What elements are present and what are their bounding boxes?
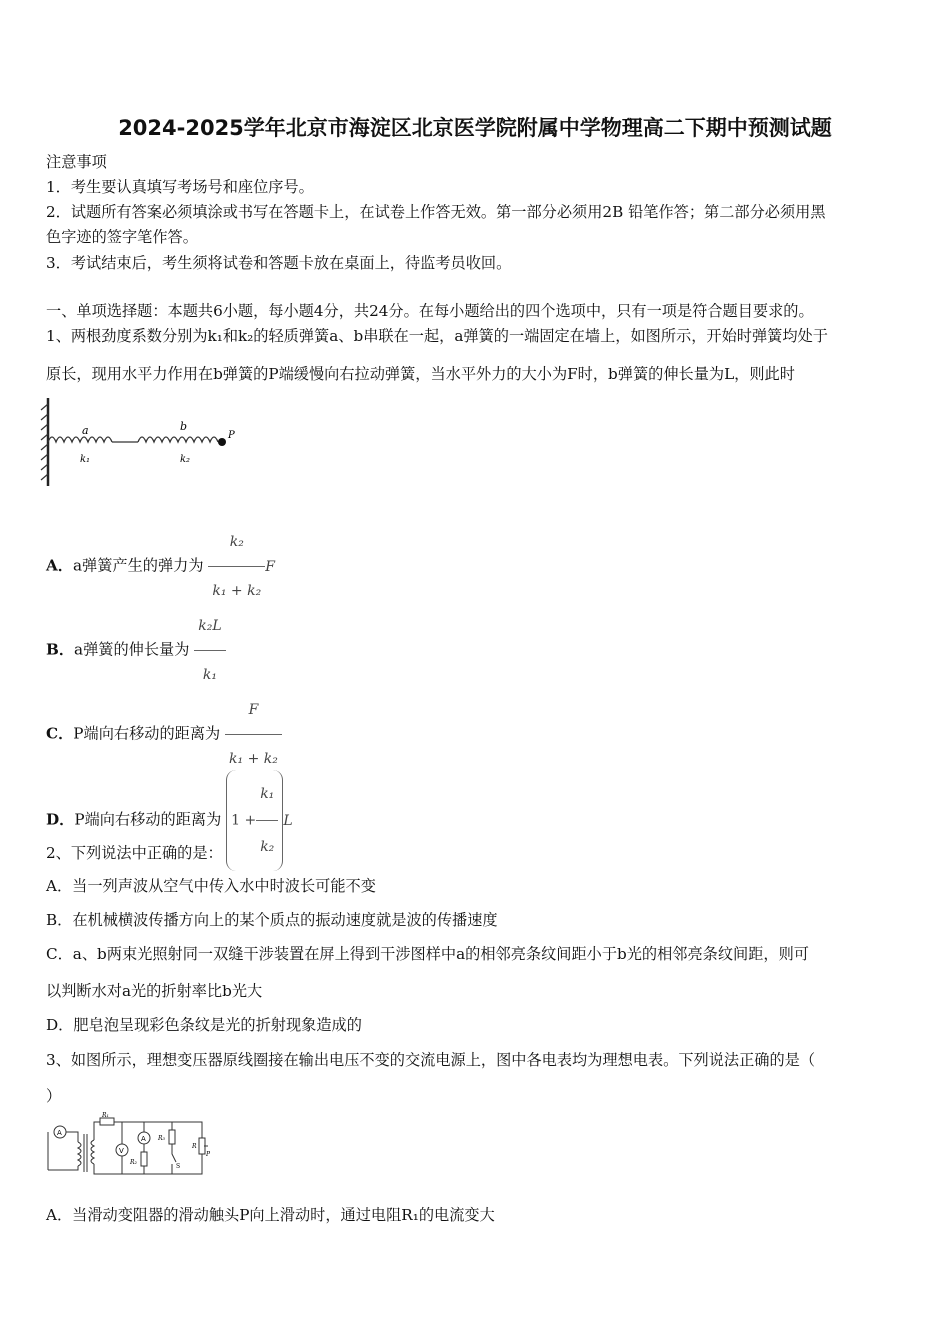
- label-ammeter-1: A: [57, 1129, 62, 1137]
- q2-stem: 2、下列说法中正确的是：: [46, 844, 223, 862]
- label-s: S: [176, 1163, 181, 1170]
- label-r: R: [192, 1143, 197, 1150]
- notice-item-2: 2．试题所有答案必须填涂或书写在答题卡上，在试卷上作答无效。第一部分必须用2B 铅笔作答；第二部分必须用黑: [46, 203, 826, 221]
- circuit-figure: [40, 1112, 212, 1178]
- label-k1: k₁: [80, 454, 91, 465]
- section-heading: 一、单项选择题：本题共6小题，每小题4分，共24分。在每小题给出的四个选项中，只有一项是符合题目要求的。: [46, 302, 814, 320]
- label-voltmeter: V: [119, 1147, 124, 1155]
- label-p: P: [228, 430, 235, 441]
- label-r3: R₃: [158, 1135, 165, 1142]
- q2-option-c-cont: 以判断水对a光的折射率比b光大: [46, 982, 263, 1000]
- label-p: P: [206, 1151, 211, 1158]
- label-ammeter-2: A: [141, 1135, 146, 1143]
- page-title: 2024-2025学年北京市海淀区北京医学院附属中学物理高二下期中预测试题: [118, 116, 832, 140]
- q2-option-b: B．在机械横波传播方向上的某个质点的振动速度就是波的传播速度: [46, 911, 498, 929]
- q2-option-c: C．a、b两束光照射同一双缝干涉装置在屏上得到干涉图样中a的相邻亮条纹间距小于b光的相邻亮条纹间距，则可: [46, 945, 809, 963]
- notice-item-2-cont: 色字迹的签字笔作答。: [46, 228, 198, 246]
- point-p: [218, 438, 226, 446]
- label-r1: R₁: [102, 1112, 109, 1119]
- q3-option-a: A．当滑动变阻器的滑动触头P向上滑动时，通过电阻R₁的电流变大: [46, 1206, 495, 1224]
- label-k2: k₂: [180, 454, 191, 465]
- q1-option-b: B．a弹簧的伸长量为 $\frac{\text{k₂L}}{\text{k₁}}$: [46, 604, 226, 697]
- spring-a: [48, 437, 112, 442]
- label-a: a: [82, 424, 89, 437]
- label-r2: R₂: [130, 1159, 137, 1166]
- label-b: b: [180, 420, 188, 433]
- fraction: $\frac{\text{k₂L}}{\text{k₁}}$: [194, 604, 225, 697]
- notice-heading: 注意事项: [46, 153, 107, 171]
- q3-stem-line2: ）: [46, 1087, 62, 1105]
- q1-option-a: A．a弹簧产生的弹力为 $\frac{\text{k₂}}{\text{k₁ + k₂}}$ F: [46, 520, 275, 613]
- notice-item-3: 3．考试结束后，考生须将试卷和答题卡放在桌面上，待监考员收回。: [46, 254, 512, 272]
- q1-stem-line1: 1、两根劲度系数分别为k₁和k₂的轻质弹簧a、b串联在一起，a弹簧的一端固定在墙上，如图所示，开始时弹簧均处于: [46, 327, 828, 345]
- q2-option-a: A．当一列声波从空气中传入水中时波长可能不变: [46, 877, 376, 895]
- q1-option-c: C．P端向右移动的距离为 $\frac{F}{\text{k₁ + k₂}}$: [46, 688, 282, 781]
- notice-item-1: 1．考生要认真填写考场号和座位序号。: [46, 178, 314, 196]
- parenthesis-group: 1 + $\frac{\text{k₁}}{\text{k₂}}$: [226, 770, 283, 871]
- spring-b: [138, 437, 218, 442]
- q1-option-d: D．P端向右移动的距离为 1 + $\frac{\text{k₁}}{\text{k₂}}$ L: [46, 770, 293, 871]
- fraction: $\frac{\text{k₂}}{\text{k₁ + k₂}}$: [208, 520, 265, 613]
- spring-figure: [40, 396, 250, 488]
- fraction: $\frac{F}{\text{k₁ + k₂}}$: [225, 688, 282, 781]
- q2-option-d: D．肥皂泡呈现彩色条纹是光的折射现象造成的: [46, 1016, 362, 1034]
- q3-stem-line1: 3、如图所示，理想变压器原线圈接在输出电压不变的交流电源上，图中各电表均为理想电表。下列说法正确的是（: [46, 1051, 816, 1069]
- q1-stem-line2: 原长，现用水平力作用在b弹簧的P端缓慢向右拉动弹簧，当水平外力的大小为F时，b弹簧的伸长量为L，则此时: [46, 365, 795, 383]
